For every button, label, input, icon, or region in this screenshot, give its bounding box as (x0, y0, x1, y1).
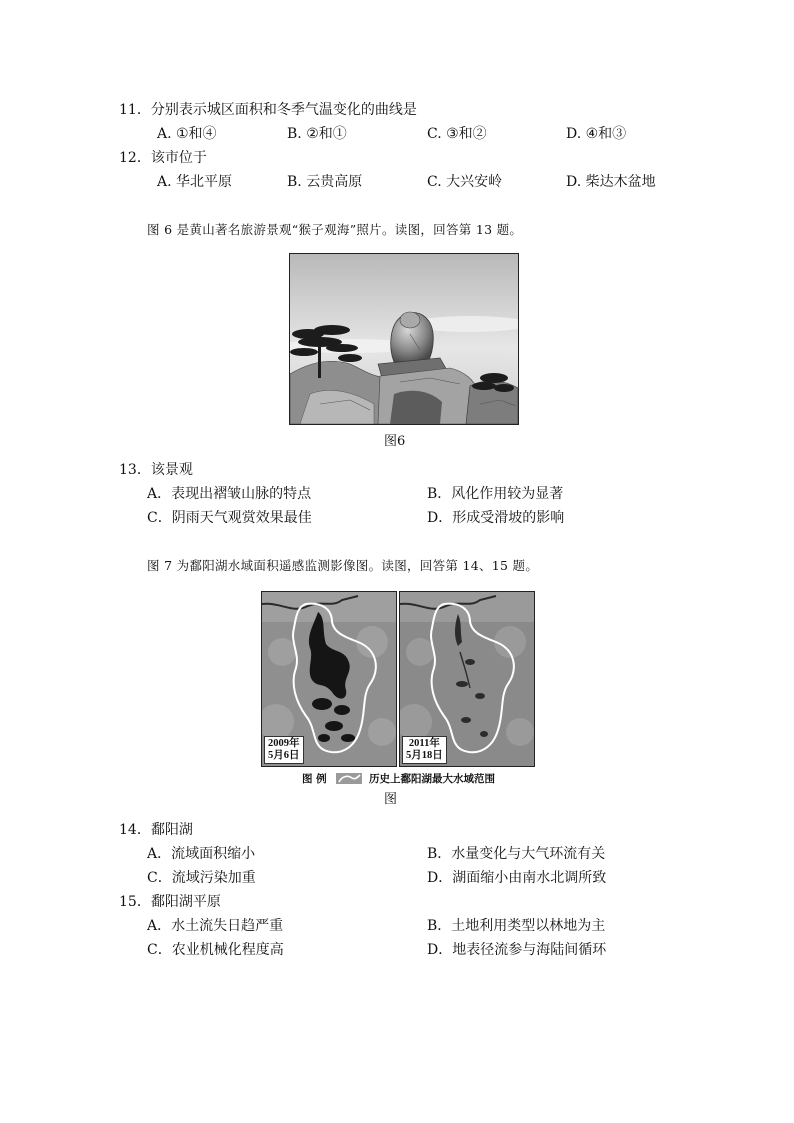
figure7-intro: 图 7 为鄱阳湖水域面积遥感监测影像图。读图，回答第 14、15 题。 (147, 558, 539, 573)
legend-label: 历史上鄱阳湖最大水域范围 (368, 773, 495, 785)
q11-option-d: D. ④和③ (566, 126, 627, 142)
q15-option-a: A．水土流失日趋严重 (147, 918, 284, 934)
q15-option-d: D．地表径流参与海陆间循环 (427, 942, 607, 958)
q15-stem: 15．鄱阳湖平原 (119, 894, 221, 910)
q15-option-c: C．农业机械化程度高 (147, 942, 284, 958)
monkey-watching-sea-photo (289, 253, 519, 425)
q12-stem: 12．该市位于 (119, 150, 207, 166)
q11-option-b: B. ②和① (287, 126, 347, 142)
figure7-legend (302, 772, 495, 786)
map-2009-date: 2009年 5月6日 (264, 736, 304, 764)
q14-stem: 14．鄱阳湖 (119, 822, 193, 838)
boundary-legend-swatch (336, 773, 362, 784)
figure6-intro: 图 6 是黄山著名旅游景观“猴子观海”照片。读图，回答第 13 题。 (147, 222, 523, 237)
q11-option-a: A. ①和④ (157, 126, 217, 142)
q12-option-c: C. 大兴安岭 (427, 174, 503, 190)
poyang-lake-map-2011 (399, 591, 535, 767)
figure6-caption: 图6 (384, 434, 406, 449)
q14-option-a: A．流域面积缩小 (147, 846, 256, 862)
q12-option-b: B. 云贵高原 (287, 174, 363, 190)
q11-stem: 11．分别表示城区面积和冬季气温变化的曲线是 (119, 102, 417, 118)
q13-option-d: D．形成受滑坡的影响 (427, 510, 565, 526)
q14-option-c: C．流域污染加重 (147, 870, 256, 886)
q13-option-c: C．阴雨天气观赏效果最佳 (147, 510, 312, 526)
q13-option-a: A．表现出褶皱山脉的特点 (147, 486, 312, 502)
figure7-caption: 图 (384, 792, 398, 807)
q13-stem: 13．该景观 (119, 462, 193, 478)
q13-option-b: B．风化作用较为显著 (427, 486, 564, 502)
poyang-lake-map-2009 (261, 591, 397, 767)
q14-option-d: D．湖面缩小由南水北调所致 (427, 870, 607, 886)
q12-option-a: A. 华北平原 (157, 174, 233, 190)
q12-option-d: D. 柴达木盆地 (566, 174, 656, 190)
legend-title: 图 例 (302, 773, 327, 785)
q15-option-b: B．土地利用类型以林地为主 (427, 918, 606, 934)
q11-option-c: C. ③和② (427, 126, 487, 142)
q14-option-b: B．水量变化与大气环流有关 (427, 846, 606, 862)
map-2011-date: 2011年 5月18日 (402, 736, 447, 764)
